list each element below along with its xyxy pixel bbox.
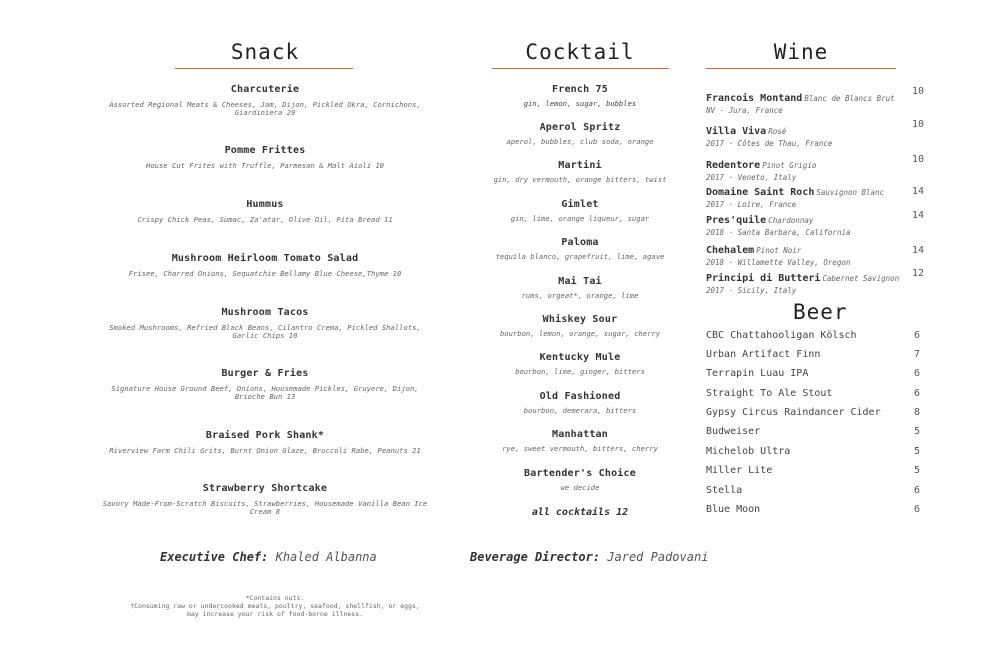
item-name: Aperol Spritz (539, 122, 621, 133)
menu-item (470, 468, 690, 492)
wine-divider (706, 68, 896, 69)
raw-food-note-continued: may increase your risk of food-borne illness. (186, 610, 364, 618)
wine-name: Chehalem (706, 245, 755, 256)
beer-price: 6 (913, 485, 920, 496)
wine-region: NV · Jura, France (706, 106, 783, 115)
beer-name: Gypsy Circus Raindancer Cider (706, 407, 881, 418)
item-name: Whiskey Sour (542, 314, 618, 325)
wine-region: 2018 · Santa Barbara, California (706, 228, 851, 237)
beer-name: Straight To Ale Stout (706, 388, 833, 399)
beer-name: Terrapin Luau IPA (706, 368, 809, 379)
item-name: Pomme Frittes (224, 145, 306, 156)
wine-price: 14 (911, 245, 924, 256)
item-name: Kentucky Mule (539, 352, 621, 363)
snack-divider (175, 68, 353, 69)
item-description: Riverview Farm Chili Grits, Burnt Onion Glaze, Broccoli Rabe, Peanuts 21 (109, 446, 421, 455)
item-description: bourbon, lime, ginger, bitters (515, 367, 645, 376)
beer-item (706, 349, 920, 360)
chef-name: Khaled Albanna (275, 550, 377, 564)
menu-item (470, 199, 690, 223)
item-description: gin, dry vermouth, orange bitters, twist (493, 175, 667, 184)
menu-item (470, 84, 690, 108)
item-name: Braised Pork Shank* (205, 430, 325, 441)
beer-price: 7 (913, 349, 920, 360)
cocktail-heading: Cocktail (525, 40, 635, 64)
wine-item (706, 86, 926, 115)
wine-price: 12 (911, 268, 924, 279)
menu-item (470, 391, 690, 415)
item-name: Charcuterie (230, 84, 300, 95)
beer-price: 6 (913, 368, 920, 379)
wine-heading: Wine (773, 40, 829, 64)
wine-region: 2018 · Willamette Valley, Oregon (706, 258, 851, 267)
wine-region: 2017 · Loire, France (706, 200, 797, 209)
nuts-note: *Contains nuts. (245, 594, 305, 602)
item-description: Savory Made-From-Scratch Biscuits, Strawberries, Housemade Vanilla Bean Ice Cream 8 (102, 499, 428, 516)
menu-item (100, 307, 430, 340)
beer-price: 6 (913, 330, 920, 341)
cocktail-divider (492, 68, 669, 69)
wine-item (706, 119, 926, 148)
wine-price: 10 (911, 86, 924, 97)
item-name: Bartender's Choice (524, 468, 636, 479)
menu-item (100, 368, 430, 401)
menu-item (470, 429, 690, 453)
raw-food-note: †Consuming raw or undercooked meats, poultry, seafood, shellfish, or eggs, (130, 602, 420, 610)
menu-item (470, 160, 690, 184)
wine-varietal: Sauvignon Blanc (816, 188, 885, 197)
wine-price: 14 (911, 186, 924, 197)
menu-item (100, 430, 430, 455)
item-description: bourbon, lemon, orange, sugar, cherry (499, 329, 661, 338)
wine-region: 2017 · Sicily, Italy (706, 286, 797, 295)
item-name: Paloma (561, 237, 599, 248)
item-description: Assorted Regional Meats & Cheeses, Jam, Dijon, Pickled Okra, Cornichons, Giardiniera 29 (109, 100, 421, 117)
menu-item (100, 199, 430, 224)
beer-item (706, 465, 920, 476)
item-name: Burger & Fries (221, 368, 309, 379)
item-description: rye, sweet vermouth, bitters, cherry (502, 444, 658, 453)
item-description: Signature House Ground Beef, Onions, Housemade Pickles, Gruyere, Dijon, Brioche Bun 13 (111, 384, 419, 401)
menu-item (100, 145, 430, 170)
wine-name: Francois Montand (706, 93, 803, 104)
wine-region: 2017 · Côtes de Thau, France (706, 139, 833, 148)
beer-price: 5 (913, 465, 920, 476)
wine-item (706, 153, 926, 182)
allergen-notes (100, 594, 450, 618)
beer-heading: Beer (793, 300, 848, 324)
item-name: Hummus (246, 199, 284, 210)
executive-chef-credit (160, 550, 377, 564)
item-description: aperol, bubbles, club soda, orange (506, 137, 654, 146)
item-description: we decide (560, 483, 600, 492)
wine-name: Redentore (706, 160, 761, 171)
beer-price: 6 (913, 504, 920, 515)
wine-price: 10 (911, 154, 924, 165)
wine-name: Domaine Saint Roch (706, 187, 815, 198)
beer-price: 5 (913, 446, 920, 457)
wine-price: 14 (911, 210, 924, 221)
wine-varietal: Pinot Noir (756, 246, 802, 255)
beer-name: Urban Artifact Finn (706, 349, 821, 360)
beer-name: Miller Lite (706, 465, 773, 476)
item-name: Martini (558, 160, 602, 171)
item-description: gin, lime, orange liqueur, sugar (510, 214, 650, 223)
wine-item (706, 180, 926, 209)
menu-item (470, 276, 690, 300)
beer-item (706, 330, 920, 341)
menu-item (100, 253, 430, 278)
item-name: Old Fashioned (539, 391, 621, 402)
item-description: bourbon, demerara, bitters (523, 406, 637, 415)
item-description: Crispy Chick Peas, Sumac, Za'atar, Olive Oil, Pita Bread 11 (137, 215, 393, 224)
item-description: gin, lemon, sugar, bubbles (523, 99, 637, 108)
menu-item (100, 483, 430, 516)
item-name: Manhattan (552, 429, 608, 440)
beverage-director-credit (470, 550, 708, 564)
item-description: tequila blanco, grapefruit, lime, agave (495, 252, 665, 261)
wine-item (706, 238, 926, 267)
beer-price: 5 (913, 426, 920, 437)
snack-heading: Snack (230, 40, 300, 64)
beer-item (706, 407, 920, 418)
beer-item (706, 446, 920, 457)
item-name: Mushroom Heirloom Tomato Salad (171, 253, 359, 264)
wine-name: Pres'quile (706, 215, 767, 226)
chef-role: Executive Chef: (160, 550, 269, 564)
wine-item (706, 208, 926, 237)
item-description: Smoked Mushrooms, Refried Black Beans, Cilantro Crema, Pickled Shallots, Garlic Chips 10 (109, 323, 421, 340)
beer-item (706, 388, 920, 399)
wine-price: 10 (911, 119, 924, 130)
item-name: Gimlet (561, 199, 599, 210)
beer-item (706, 485, 920, 496)
beer-price: 8 (913, 407, 920, 418)
item-name: Mai Tai (558, 276, 602, 287)
wine-item (706, 266, 926, 295)
item-name: Mushroom Tacos (221, 307, 309, 318)
beer-price: 6 (913, 388, 920, 399)
beer-name: Stella (706, 485, 743, 496)
beer-name: Budweiser (706, 426, 761, 437)
beer-name: Michelob Ultra (706, 446, 791, 457)
wine-varietal: Rosé (768, 127, 787, 136)
menu-item (100, 84, 430, 117)
item-description: House Cut Frites with Truffle, Parmesan & Malt Aioli 10 (146, 161, 384, 170)
wine-varietal: Pinot Grigio (762, 161, 817, 170)
wine-name: Villa Viva (706, 126, 767, 137)
menu-item (470, 352, 690, 376)
wine-name: Principi di Butteri (706, 273, 821, 284)
beer-item (706, 504, 920, 515)
menu-item (470, 314, 690, 338)
wine-varietal: Blanc de Blancs Brut (804, 94, 895, 103)
menu-item (470, 122, 690, 146)
director-name: Jared Padovani (607, 550, 709, 564)
beer-name: CBC Chattahooligan Kölsch (706, 330, 857, 341)
wine-region: 2017 · Veneto, Italy (706, 173, 797, 182)
all-cocktails-price: all cocktails 12 (531, 507, 629, 518)
item-name: French 75 (552, 84, 608, 95)
wine-varietal: Chardonnay (768, 216, 814, 225)
beer-item (706, 368, 920, 379)
beer-name: Blue Moon (706, 504, 761, 515)
wine-varietal: Cabernet Savignon (822, 274, 900, 283)
director-role: Beverage Director: (470, 550, 601, 564)
item-description: Frisee, Charred Onions, Sequatchie Bellamy Blue Cheese,Thyme 10 (128, 269, 402, 278)
item-name: Strawberry Shortcake (202, 483, 328, 494)
beer-item (706, 426, 920, 437)
menu-item (470, 237, 690, 261)
item-description: rums, orgeat*, orange, lime (521, 291, 639, 300)
